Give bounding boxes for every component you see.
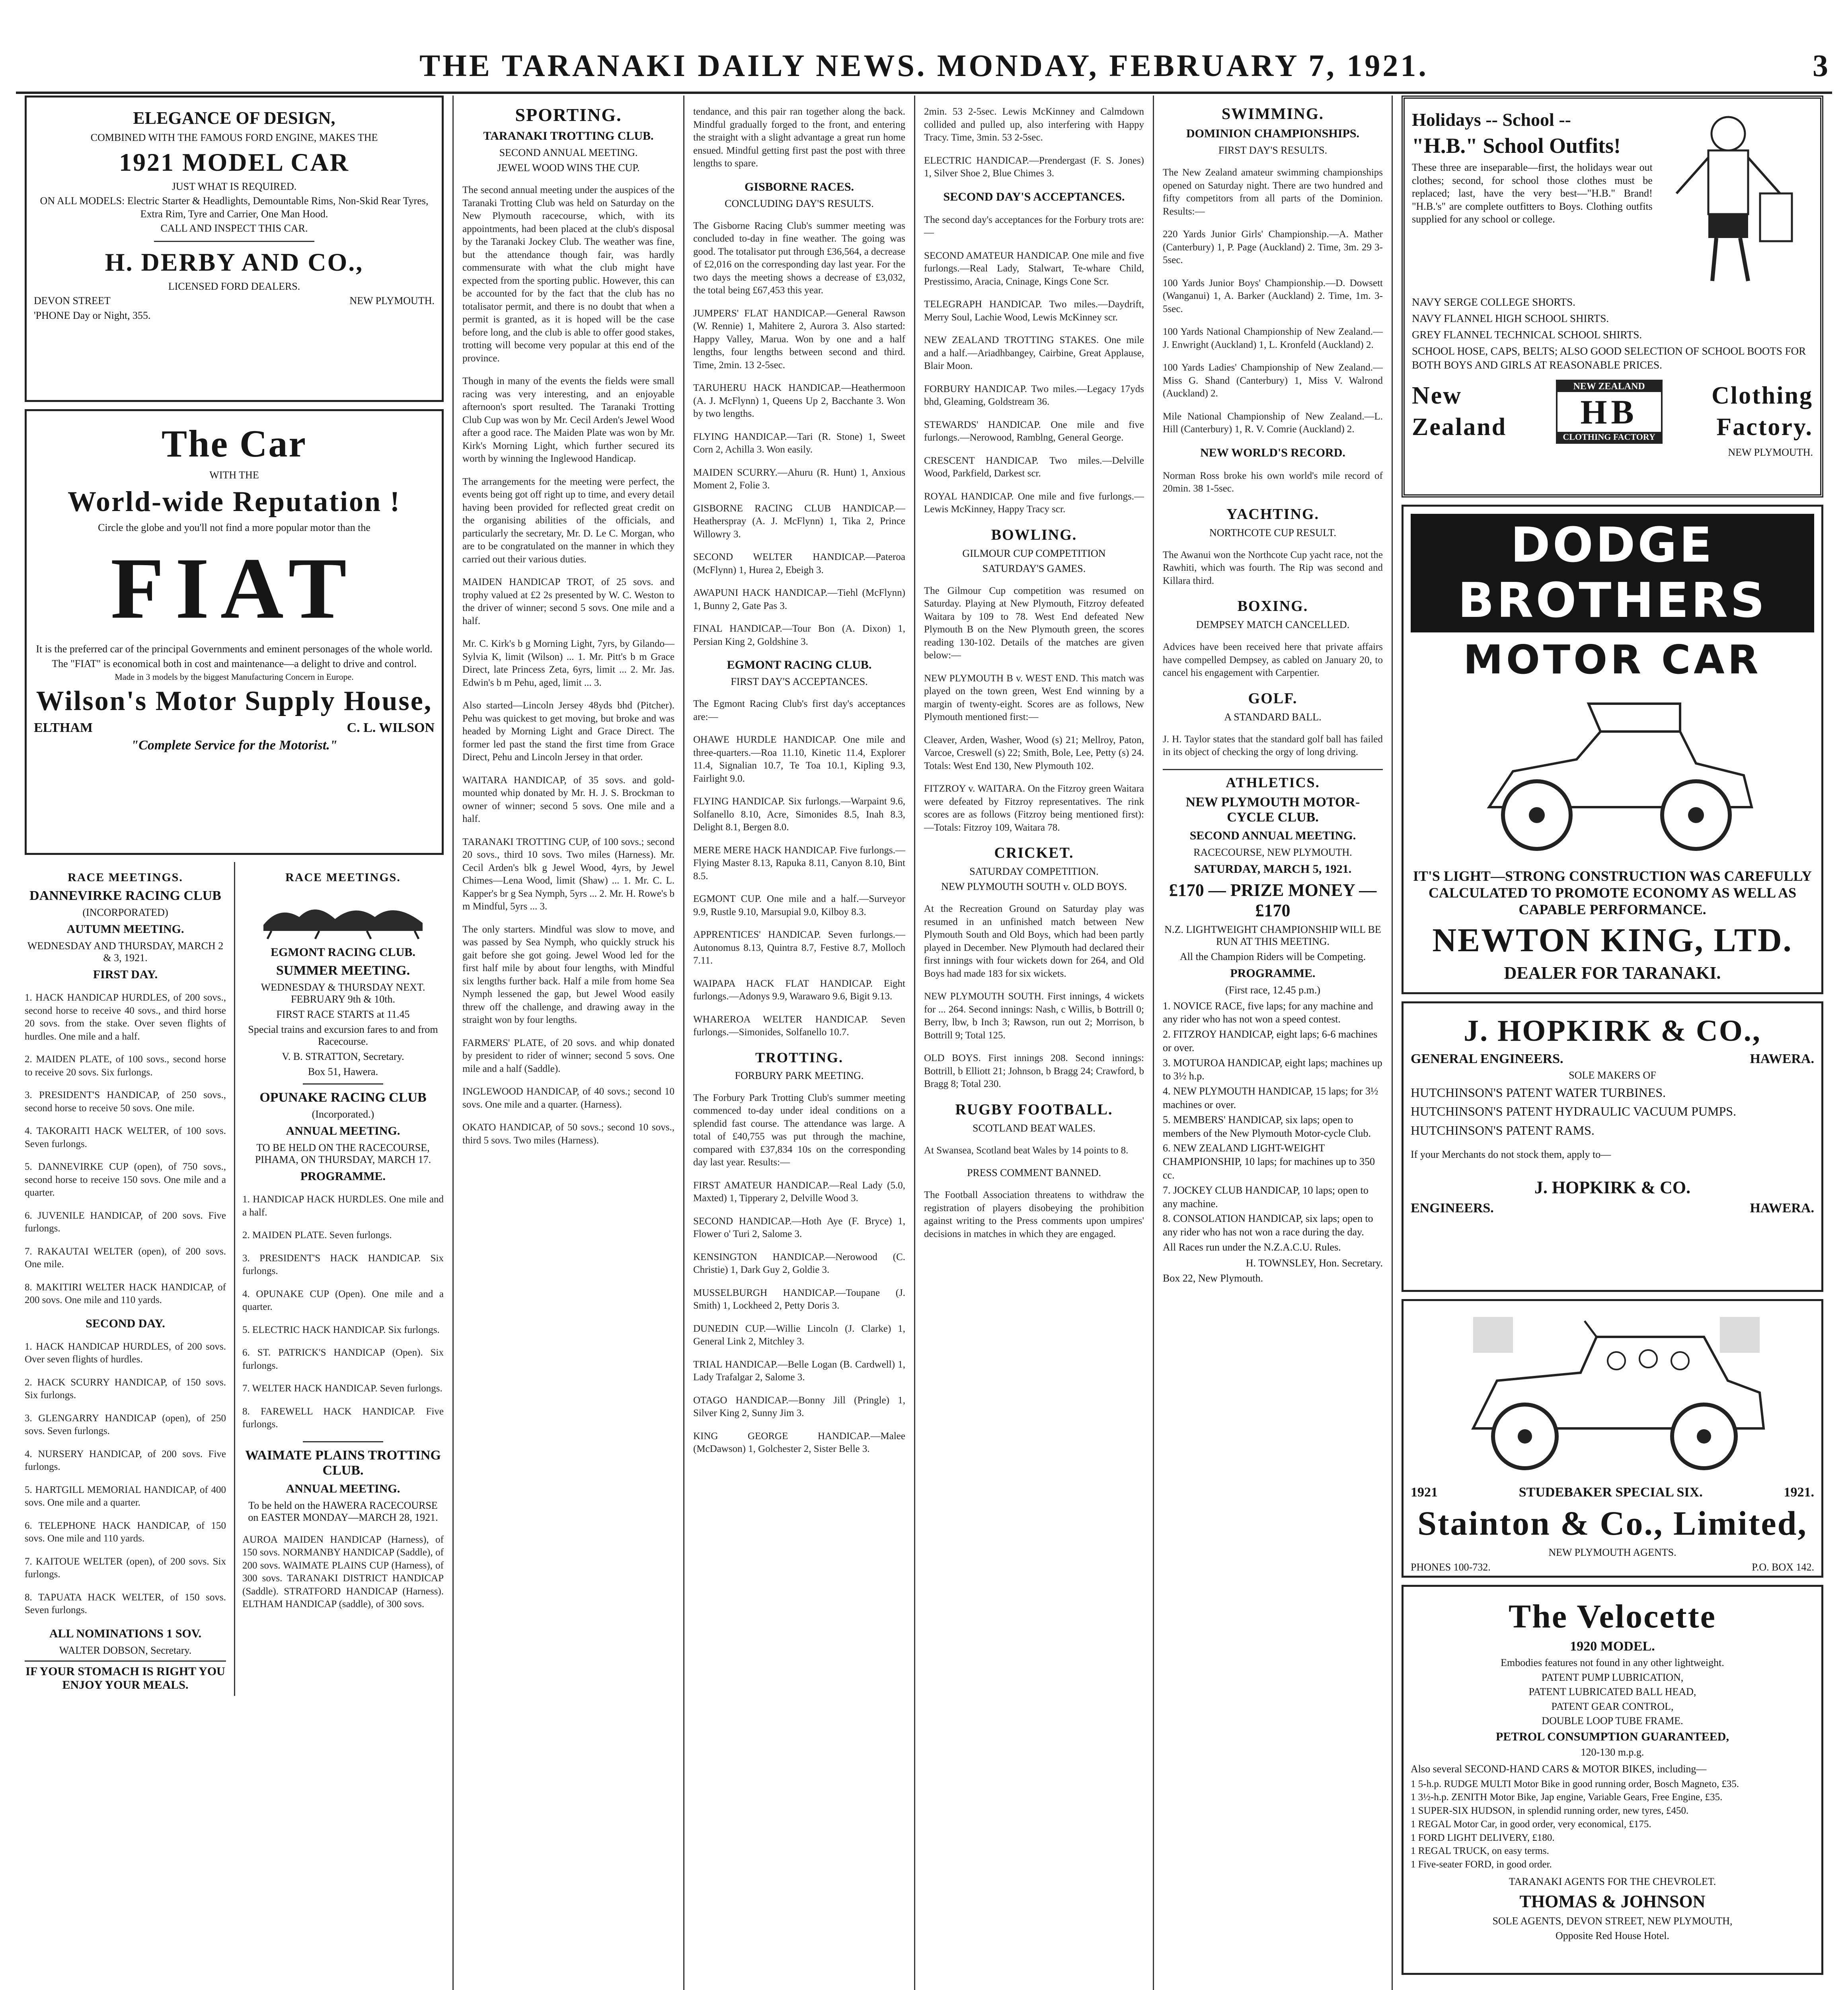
velocette-feature: PATENT GEAR CONTROL, (1551, 1700, 1674, 1712)
dannevirke-club: DANNEVIRKE RACING CLUB (29, 888, 221, 903)
fiat-ad-town: ELTHAM (34, 720, 93, 736)
velocette-feature: PATENT LUBRICATED BALL HEAD, (1528, 1686, 1696, 1697)
velocette-stock-item: 1 FORD LIGHT DELIVERY, £180. (1411, 1832, 1555, 1843)
filler-text: The New Zealand amateur swimming championships opened on Saturday night. There are two hundred and fifty competitors from all parts of the Dominion. Results:— 220 Yards Junior Girls' Championship.—A. Mather (Canterbury) 1, P. Page (Auckland) 2. Time, 3m. 29 3-5sec. 100 Yards Junior Boys' Championship.—D. Dowsett (Wanganui) 1, A. Barker (Auckland) 2. Time, 1m. 3-5sec. 100 Yards National Championship of New Zealand.—J. Enwright (Auckland) 1, L. Kronfeld (Auckland) 2. 100 Yards Ladies' Championship of New Zealand.—Miss G. Shand (Canterbury) 1, Miss V. Walrond (Auckland) 2. Mile National Championship of New Zealand.—L. Hill (Canterbury) 1, R. V. Comrie (Auckland) 2. (1163, 167, 1383, 435)
summer-dates: WEDNESDAY & THURSDAY NEXT. FEBRUARY 9th & 10th. (261, 981, 425, 1005)
special-trains: Special trains and excursion fares to and from Racecourse. (248, 1024, 438, 1047)
filler-text: At the Recreation Ground on Saturday play was resumed in an unfinished match between New Plymouth South and Old Boys, which had been partly played in December. New Plymouth had declared their first innings with four wickets down for 264, and Old Boys had made 183 for six wickets. NEW PLYMOUTH SOUTH. First innings, 4 wickets for ... 264. Second innings: Nash, c Willis, b Bottrill 0; Berry, lbw, b Inch 3; Rawson, run out 2; Morrison, b Bottrill 9; Total 125. OLD BOYS. First innings 208. Second innings: Bottrill, b Elliott 21; Johnson, b Bragg 24; Crawford, b Bragg 8; Total 230. (924, 903, 1144, 1089)
hopkirk-sign-town: HAWERA. (1750, 1200, 1814, 1215)
fiat-ad-house: Wilson's Motor Supply House, (36, 686, 433, 717)
opunake-meeting: ANNUAL MEETING. (286, 1124, 400, 1137)
dominion-championships: DOMINION CHAMPIONSHIPS. (1186, 127, 1359, 140)
column-1 (16, 96, 454, 1990)
filler-text: At Swansea, Scotland beat Wales by 14 points to 8. (924, 1145, 1129, 1156)
filler-text: 1. HANDICAP HACK HURDLES. One mile and a half. 2. MAIDEN PLATE. Seven furlongs. 3. PRESIDENT'S HACK HANDICAP. Six furlongs. 4. OPUNAKE CUP (Open). One mile and a quarter. 5. ELECTRIC HACK HANDICAP. Six furlongs. 6. ST. PATRICK'S HANDICAP (Open). Six furlongs. 7. WELTER HACK HANDICAP. Seven furlongs. 8. FAREWELL HACK HANDICAP. Five furlongs. (242, 1194, 444, 1430)
ford-ad-headline: ELEGANCE OF DESIGN, (133, 108, 335, 128)
summer-meeting: SUMMER MEETING. (276, 963, 410, 978)
dannevirke-meeting: AUTUMN MEETING. (66, 923, 184, 936)
race-meetings-column-2 (234, 862, 444, 1696)
race-meetings-heading: RACE MEETINGS. (68, 871, 183, 884)
column-swimming (1154, 96, 1393, 1990)
studebaker-phones: PHONES 100-732. (1411, 1561, 1491, 1573)
mc-race: 1. NOVICE RACE, five laps; for any machine and any rider who has not won a speed contest. (1163, 1000, 1373, 1025)
mc-box: Box 22, New Plymouth. (1163, 1272, 1263, 1284)
ford-ad-line: JUST WHAT IS REQUIRED. (172, 180, 297, 192)
egmont-acceptances-sub: FIRST DAY'S ACCEPTANCES. (731, 676, 868, 687)
saturday-games: SATURDAY'S GAMES. (982, 562, 1086, 574)
opunake-programme: PROGRAMME. (300, 1170, 386, 1183)
yachting-heading: YACHTING. (1226, 505, 1320, 523)
filler-text: 1. HACK HANDICAP HURDLES, of 200 sovs., second horse to receive 40 sovs., and third horse 20 sovs. from the stake. Over seven flights of hurdles. One mile and a half. 2. MAIDEN PLATE, of 100 sovs., second horse to receive 20 sovs. Six furlongs. 3. PRESIDENT'S HANDICAP, of 250 sovs., second horse to receive 50 sovs. One mile. 4. TAKORAITI HACK WELTER, of 100 sovs. Seven furlongs. 5. DANNEVIRKE CUP (open), of 750 sovs., second horse to receive 150 sovs. One mile and a quarter. 6. JUVENILE HANDICAP, of 200 sovs. Five furlongs. 7. RAKAUTAI WELTER (open), of 200 sovs. One mile. 8. MAKITIRI WELTER HACK HANDICAP, of 200 sovs. One mile and 110 yards. (25, 992, 226, 1305)
second-day-acceptances: SECOND DAY'S ACCEPTANCES. (943, 190, 1125, 203)
velocette-dealer-sub: SOLE AGENTS, DEVON STREET, NEW PLYMOUTH, (1492, 1915, 1733, 1927)
gisborne-heading: GISBORNE RACES. (744, 180, 854, 193)
prize-money: £170 — PRIZE MONEY — £170 (1169, 880, 1377, 920)
dannevirke-secretary: WALTER DOBSON, Secretary. (59, 1644, 192, 1656)
studebaker-box: P.O. BOX 142. (1752, 1561, 1814, 1573)
forbury-heading: FORBURY PARK MEETING. (735, 1069, 864, 1081)
velocette-stock-item: 1 REGAL TRUCK, on easy terms. (1411, 1846, 1549, 1857)
stomach-ad-heading: IF YOUR STOMACH IS RIGHT YOU ENJOY YOUR MEALS. (25, 1660, 226, 1692)
hopkirk-ad (1402, 1001, 1823, 1292)
athletics-heading: ATHLETICS. (1163, 769, 1383, 791)
new-world-record: NEW WORLD'S RECORD. (1200, 446, 1345, 459)
dodge-brand: DODGE BROTHERS (1411, 514, 1814, 632)
hb-logo-top: NEW ZEALAND (1558, 381, 1661, 392)
dodge-dealer: NEWTON KING, LTD. (1432, 922, 1793, 959)
ford-ad-phone: 'PHONE Day or Night, 355. (34, 309, 151, 321)
dannevirke-inc: (INCORPORATED) (82, 907, 168, 918)
velocette-ad (1402, 1585, 1823, 1975)
studebaker-year-left: 1921 (1411, 1485, 1438, 1500)
masthead (16, 44, 1832, 94)
column-sporting (454, 96, 684, 1990)
lightweight-championship: N.Z. LIGHTWEIGHT CHAMPIONSHIP WILL BE RUN AT THIS MEETING. (1164, 923, 1381, 947)
hb-item-list (1412, 295, 1813, 372)
mc-place: RACECOURSE, NEW PLYMOUTH. (1193, 846, 1352, 858)
ford-ad (25, 96, 444, 402)
hb-left-word-2: Zealand (1412, 414, 1507, 441)
dodge-dealer-sub: DEALER FOR TARANAKI. (1504, 963, 1721, 983)
dodge-tagline: IT'S LIGHT—STRONG CONSTRUCTION WAS CAREFULLY CALCULATED TO PROMOTE ECONOMY AS WELL AS CAPABLE PERFORMANCE. (1413, 868, 1812, 917)
ford-ad-features: ON ALL MODELS: Electric Starter & Headlights, Demountable Rims, Non-Skid Rear Tyres, Extra Rim, Tyre and Carrier, One Man Hood. (40, 195, 429, 220)
mc-race: 2. FITZROY HANDICAP, eight laps; 6-6 machines or over. (1163, 1028, 1378, 1054)
sporting-sub: JEWEL WOOD WINS THE CUP. (497, 162, 640, 174)
boxing-heading: BOXING. (1237, 598, 1308, 615)
hb-item: SCHOOL HOSE, CAPS, BELTS; ALSO GOOD SELECTION OF SCHOOL BOOTS FOR BOTH BOYS AND GIRLS AT REASONABLE PRICES. (1412, 345, 1806, 371)
cricket-heading: CRICKET. (994, 845, 1074, 861)
velocette-stock-item: 1 SUPER-SIX HUDSON, in splendid running order, new tyres, £450. (1411, 1805, 1689, 1816)
dannevirke-first-day: FIRST DAY. (93, 968, 158, 981)
filler-text: The second day's acceptances for the Forbury trots are:— SECOND AMATEUR HANDICAP. One mile and five furlongs.—Real Lady, Stalwart, Te-whare Child, Prestissimo, Aracia, Cninage, Kings Cone Scr. TELEGRAPH HANDICAP. Two miles.—Daydrift, Merry Soul, Lachie Wood, Lewis McKinney scr. NEW ZEALAND TROTTING STAKES. One mile and a half.—Ariadhbangey, Cairbine, Great Applause, Blair Moon. FORBURY HANDICAP. Two miles.—Legacy 17yds bhd, Gleaming, Goldstream 36. STEWARDS' HANDICAP. One mile and five furlongs.—Nerowood, Ramblng, General George. CRESCENT HANDICAP. Two miles.—Delville Wood, Parkfield, Darkest scr. ROYAL HANDICAP. One mile and five furlongs.—Lewis McKinney, Happy Tracy scr. (924, 214, 1144, 515)
page-number: 3 (1813, 48, 1828, 83)
dannevirke-column (25, 862, 226, 1696)
filler-text: Advices have been received here that private affairs have compelled Dempsey, as cabled on January 20, to cancel his engagement with Carpentier. (1163, 642, 1383, 678)
dannevirke-nominations: ALL NOMINATIONS 1 SOV. (49, 1627, 202, 1640)
hb-text: These three are inseparable—first, the holidays wear out clothes; second, for school those clothes must be replaced; last, have the very best—"H.B." Brand! "H.B.'s" are complete outfitters to Boys. Clothing outfits supplied for any school or college. (1412, 162, 1653, 225)
hopkirk-sign: J. HOPKIRK & CO. (1534, 1177, 1691, 1197)
filler-text: The Egmont Racing Club's first day's acceptances are:— OHAWE HURDLE HANDICAP. One mile and three-quarters.—Roa 11.10, Kinetic 11.4, Explorer 11.4, Signalian 10.7, Te Toa 10.1, Kipling 9.3, Fairlight 9.0. FLYING HANDICAP. Six furlongs.—Warpaint 9.6, Solfanello 8.10, Acre, Simonides 8.5, Inah 8.3, Delight 8.1, Bergen 8.0. MERE MERE HACK HANDICAP. Five furlongs.—Flying Master 8.13, Rapuka 8.11, Canyon 8.10, Bint 8.5. EGMONT CUP. One mile and a half.—Surveyor 9.9, Rustle 9.10, Marsupial 9.0, Kilboy 8.3. APPRENTICES' HANDICAP. Seven furlongs.—Autonomus 8.13, Quintra 8.7, Festive 8.7, Molloch 7.11. WAIPAPA HACK FLAT HANDICAP. Eight furlongs.—Adonys 9.9, Warawaro 9.6, Bigit 9.13. WHAREROA WELTER HANDICAP. Seven furlongs.—Simonides, Solfanello 10.7. (693, 698, 905, 1038)
velocette-model: 1920 MODEL. (1570, 1639, 1655, 1654)
first-race: FIRST RACE STARTS at 11.45 (276, 1009, 410, 1020)
hopkirk-item: HUTCHINSON'S PATENT WATER TURBINES. (1411, 1085, 1666, 1100)
ford-ad-dealer: H. DERBY AND CO., (105, 248, 364, 276)
dannevirke-dates: WEDNESDAY AND THURSDAY, MARCH 2 & 3, 1921. (27, 940, 224, 964)
ford-ad-line: COMBINED WITH THE FAMOUS FORD ENGINE, MAKES THE (90, 132, 378, 143)
hb-town: NEW PLYMOUTH. (1728, 447, 1813, 458)
ford-ad-model: 1921 MODEL CAR (119, 148, 349, 176)
first-days-results: FIRST DAY'S RESULTS. (1218, 144, 1328, 156)
hb-ad (1402, 96, 1823, 498)
mc-date: SATURDAY, MARCH 5, 1921. (1194, 862, 1352, 876)
mc-meeting: SECOND ANNUAL MEETING. (1189, 829, 1356, 842)
hopkirk-makers: SOLE MAKERS OF (1569, 1069, 1656, 1081)
np-south-old-boys: NEW PLYMOUTH SOUTH v. OLD BOYS. (941, 881, 1127, 892)
hb-right-word-1: Clothing (1712, 382, 1813, 410)
filler-text: The Football Association threatens to withdraw the registration of players disobeying the prohibition against writing to the Press comments upon umpires' decisions in matches in which they are engaged. (924, 1190, 1144, 1239)
hopkirk-item: HUTCHINSON'S PATENT HYDRAULIC VACUUM PUMPS. (1411, 1104, 1737, 1119)
filler-text: 2min. 53 2-5sec. Lewis McKinney and Calmdown collided and pulled up, also interfering with Happy Tracy. Time, 3min. 53 2-5sec. ELECTRIC HANDICAP.—Prendergast (F. S. Jones) 1, Silver Shoe 2, Blue Chimes 3. (924, 106, 1144, 179)
champion-riders: All the Champion Riders will be Competing. (1179, 950, 1366, 962)
sporting-heading: SPORTING. (515, 105, 622, 125)
fiat-ad-line: Made in 3 models by the biggest Manufacturing Concern in Europe. (115, 672, 354, 682)
press-comment-banned: PRESS COMMENT BANNED. (967, 1167, 1101, 1178)
ford-ad-town: NEW PLYMOUTH. (349, 295, 435, 306)
fiat-ad (25, 409, 444, 855)
newspaper-title: THE TARANAKI DAILY NEWS. MONDAY, FEBRUARY 7, 1921. (419, 48, 1429, 83)
sporting-sub: TARANAKI TROTTING CLUB. (483, 129, 654, 142)
fiat-ad-reputation: World-wide Reputation ! (67, 485, 401, 517)
velocette-stock-item: 1 Five-seater FORD, in good order. (1411, 1859, 1552, 1870)
scotland-beat-wales: SCOTLAND BEAT WALES. (973, 1122, 1096, 1134)
mc-race: 8. CONSOLATION HANDICAP, six laps; open to any rider who has not won a race during the day. (1163, 1213, 1373, 1238)
filler-text: The Gilmour Cup competition was resumed on Saturday. Playing at New Plymouth, Fitzroy defeated Waitara by 109 to 78. West End defeated New Plymouth B on the New Plymouth green, the scores reading 130-102. Details of the matches are given below:— NEW PLYMOUTH B v. WEST END. This match was played on the town green, West End winning by a margin of twenty-eight. Scores are as follows, New Plymouth mentioned first:— Cleaver, Arden, Washer, Wood (s) 21; Mellroy, Paton, Varcoe, Creswell (s) 22; Smith, Bole, Lee, Petty (s) 24. Totals: West End 130, New Plymouth 102. FITZROY v. WAITARA. On the Fitzroy green Waitara were defeated by Fitzroy representatives. The rink scores are as follows (Fitzroy being mentioned first):—Totals: Fitzroy 109, Waitara 78. (924, 585, 1144, 833)
velocette-consumption: 120-130 m.p.g. (1581, 1746, 1644, 1758)
stratton: V. B. STRATTON, Secretary. (282, 1051, 404, 1062)
dannevirke-second-day: SECOND DAY. (86, 1317, 165, 1330)
fiat-ad-headline: The Car (162, 422, 307, 465)
mc-race: 5. MEMBERS' HANDICAP, six laps; open to members of the New Plymouth Motor-cycle Club. (1163, 1114, 1371, 1139)
hopkirk-town: HAWERA. (1750, 1052, 1814, 1066)
fiat-ad-line: Circle the globe and you'll not find a more popular motor than the (98, 521, 370, 533)
hopkirk-note: If your Merchants do not stock them, apply to— (1411, 1149, 1611, 1161)
filler-text: Norman Ross broke his own world's mile record of 20min. 38 1-5sec. (1163, 470, 1383, 494)
ford-ad-line: CALL AND INSPECT THIS CAR. (160, 222, 308, 234)
filler-text: The Awanui won the Northcote Cup yacht race, not the Rawhiti, which was fourth. The Rip was second and Killara third. (1163, 549, 1383, 586)
fiat-logo: FIAT (110, 540, 358, 637)
filler-text: J. H. Taylor states that the standard golf ball has failed in its object of checking the orgy of long driving. (1163, 734, 1383, 757)
hb-title-1: Holidays -- School -- (1412, 109, 1571, 130)
hb-title-2: "H.B." School Outfits! (1412, 134, 1621, 158)
fiat-ad-line: It is the preferred car of the principal Governments and eminent personages of the whole world. (36, 643, 433, 655)
fiat-ad-owner: C. L. WILSON (347, 720, 435, 736)
velocette-stock-item: 1 3½-h.p. ZENITH Motor Bike, Jap engine, Variable Gears, Free Engine, £35. (1411, 1792, 1723, 1803)
dempsey-cancelled: DEMPSEY MATCH CANCELLED. (1196, 619, 1350, 630)
bowling-heading: BOWLING. (991, 526, 1077, 543)
studebaker-ad (1402, 1299, 1823, 1578)
mc-first-race: (First race, 12.45 p.m.) (1225, 984, 1320, 996)
filler-text: The Forbury Park Trotting Club's summer meeting commenced to-day under ideal conditions on a splendid fast course. The attendance was large. A total of £40,755 was put through the machine, compared with £37,834 10s on the corresponding day last year. Results:— FIRST AMATEUR HANDICAP.—Real Lady (5.0, Maxted) 1, Tipperary 2, Delville Wood 3. SECOND HANDICAP.—Hoth Aye (F. Bryce) 1, Flower o' Turi 2, Salome 3. KENSINGTON HANDICAP.—Nerowood (C. Christie) 1, Dark Guy 2, Goldie 3. MUSSELBURGH HANDICAP.—Toupane (J. Smith) 1, Lockheed 2, Petty Doris 3. DUNEDIN CUP.—Willie Lincoln (J. Clarke) 1, General Link 2, Mitchley 3. TRIAL HANDICAP.—Belle Logan (B. Cardwell) 1, Lady Trafalgar 2, Salome 3. OTAGO HANDICAP.—Bonny Jill (Pringle) 1, Silver King 2, Sunny Jim 3. KING GEORGE HANDICAP.—Malee (McDawson) 1, Golchester 2, Sister Belle 3. (693, 1092, 905, 1454)
golf-heading: GOLF. (1248, 690, 1298, 707)
mc-race: All Races run under the N.Z.A.C.U. Rules. (1163, 1241, 1341, 1253)
velocette-line: Embodies features not found in any other lightweight. (1501, 1657, 1724, 1668)
schoolboy-illustration (1653, 106, 1804, 293)
stratton-box: Box 51, Hawera. (308, 1066, 378, 1077)
velocette-brand: The Velocette (1509, 1598, 1716, 1635)
hb-logo-mid: HB (1580, 392, 1638, 431)
saturday-competition: SATURDAY COMPETITION. (969, 866, 1099, 877)
dodge-ad (1402, 505, 1823, 994)
hopkirk-name: J. HOPKIRK & CO., (1464, 1014, 1761, 1048)
studebaker-model: STUDEBAKER SPECIAL SIX. (1519, 1485, 1703, 1500)
hb-item: GREY FLANNEL TECHNICAL SCHOOL SHIRTS. (1412, 329, 1642, 341)
velocette-agents: TARANAKI AGENTS FOR THE CHEVROLET. (1509, 1875, 1716, 1887)
gilmour-cup: GILMOUR CUP COMPETITION (962, 547, 1106, 559)
hb-logo-bot: CLOTHING FACTORY (1558, 432, 1661, 442)
studebaker-agents: NEW PLYMOUTH AGENTS. (1548, 1547, 1676, 1558)
fiat-ad-slogan: "Complete Service for the Motorist." (131, 738, 337, 753)
northcote-cup: NORTHCOTE CUP RESULT. (1209, 527, 1336, 538)
waimate-meeting: ANNUAL MEETING. (286, 1482, 400, 1495)
egmont-club: EGMONT RACING CLUB. (271, 946, 415, 959)
velocette-stock-item: 1 REGAL Motor Car, in good order, very economical, £175. (1411, 1818, 1651, 1830)
velocette-dealer: THOMAS & JOHNSON (1519, 1892, 1706, 1912)
dodge-motor-car: MOTOR CAR (1463, 636, 1762, 683)
studebaker-year-right: 1921. (1784, 1485, 1814, 1500)
racehorses-illustration (255, 889, 431, 941)
filler-text: The second annual meeting under the auspices of the Taranaki Trotting Club was held on Saturday on the New Plymouth racecourse, which, with its appointments, had been placed at the club's disposal by the Taranaki Jockey Club. The weather was fine, but the attendance though fair, was hardly commensurate with what the club might have expected from the sporting public. However, this can be accounted for by the fact that the club has no totalisator permit, and there is no doubt that when a permit is granted, as it is hoped will be the case before long, and the club is able to offer good stakes, trotting will become very popular at this end of the province. Though in many of the events the fields were small racing was very interesting, and an enjoyable afternoon's sport resulted. The Taranaki Trotting Club Cup was won by Mr. Cecil Arden's Jewel Wood after a good race. The Maiden Plate was won by Mr. Kirk's Morning Light, which further secured its worth by winning the Inglewood Handicap. The arrangements for the meeting were perfect, the events being got off right up to time, and every detail having been provided for reflected great credit on the organising abilities of the officials, and particularly the secretary, Mr. D. Le C. Morgan, who are to be congratulated on the manner in which they carried out their various duties. MAIDEN HANDICAP TROT, of 25 sovs. and trophy valued at £2 2s presented by W. C. Weston to the driver of winner; second 5 sovs. One mile and a half. Mr. C. Kirk's b g Morning Light, 7yrs, by Gilando—Sylvia K, limit (Wilson) ... 1. Mr. Pitt's b m Grace Direct, late Princess Zeta, 6yrs, limit ... 2. Mr. Jas. Edwin's b m Pehu, aged, limit ... 3. Also started—Lincoln Jersey 48yds bhd (Pitcher). Pehu was quickest to get moving, but broke and was headed by Morning Light and Grace Direct. The former led past the stand the first time from Grace Direct, Pehu and Lincoln Jersey in that order. WAITARA HANDICAP, of 35 sovs. and gold-mounted whip donated by Mr. H. J. S. Brockman to owner of winner; second 5 sovs. One mile and a half. TARANAKI TROTTING CUP, of 100 sovs.; second 20 sovs., third 10 sovs. Two miles (Harness). Mr. Cecil Arden's blk g Jewel Wood, 4yrs, by Jewel Chimes—Lena Wood, limit (Shaw) ... 1. Mr. C. L. Kapper's br g Sea Nymph, 5yrs ... 2. Mr. H. Rowe's b m Mindful, 5yrs ... 3. The only starters. Mindful was slow to move, and was passed by Sea Nymph, who quickly struck his gait before she got going. Jewel Wood led for the first half mile by about four lengths, with Mindful six lengths further back. Half a mile from home Sea Nymph lessened the gap, but Jewel Wood easily threw off the challenge, and drawing away in the straight won by four lengths. FARMERS' PLATE, of 20 sovs. and whip donated by president to rider of winner; second 5 sovs. One mile and a half (Saddle). INGLEWOOD HANDICAP, of 40 sovs.; second 10 sovs. One mile and a quarter. (Harness). OKATO HANDICAP, of 50 sovs.; second 10 sovs., third 5 sovs. Two miles (Harness). (462, 185, 674, 1146)
column-ads-right (1393, 96, 1832, 1990)
gisborne-sub: CONCLUDING DAY'S RESULTS. (725, 197, 874, 209)
velocette-opposite: Opposite Red House Hotel. (1556, 1930, 1669, 1941)
rugby-heading: RUGBY FOOTBALL. (955, 1101, 1113, 1118)
filler-text: AUROA MAIDEN HANDICAP (Harness), of 150 sovs. NORMANBY HANDICAP (Saddle), of 200 sovs. WAIMATE PLAINS CUP (Harness), of 300 sovs. TARANAKI DISTRICT HANDICAP (Saddle). STRATFORD HANDICAP (Harness). ELTHAM HANDICAP (saddle), of 300 sovs. (242, 1534, 444, 1610)
race-meetings-heading: RACE MEETINGS. (285, 871, 401, 884)
hopkirk-sub: GENERAL ENGINEERS. (1411, 1052, 1563, 1066)
column-gisborne (684, 96, 915, 1990)
dodge-car-illustration (1457, 688, 1768, 863)
motorcycle-club: NEW PLYMOUTH MOTOR-CYCLE CLUB. (1185, 794, 1360, 825)
mc-race-list (1163, 999, 1383, 1254)
velocette-feature: DOUBLE LOOP TUBE FRAME. (1542, 1715, 1683, 1727)
mc-race: 4. NEW PLYMOUTH HANDICAP, 15 laps; for 3½ machines or over. (1163, 1085, 1378, 1111)
opunake-inc: (Incorporated.) (312, 1108, 374, 1120)
hopkirk-item: HUTCHINSON'S PATENT RAMS. (1411, 1123, 1595, 1137)
egmont-acceptances-heading: EGMONT RACING CLUB. (727, 658, 872, 671)
hb-item: NAVY FLANNEL HIGH SCHOOL SHIRTS. (1412, 312, 1609, 325)
velocette-feature: PETROL CONSUMPTION GUARANTEED, (1496, 1730, 1729, 1743)
mc-race: 3. MOTUROA HANDICAP, eight laps; machines up to 3½ h.p. (1163, 1057, 1382, 1082)
hb-left-word-1: New (1412, 382, 1462, 410)
velocette-stock-head: Also several SECOND-HAND CARS & MOTOR BIKES, including— (1411, 1763, 1707, 1775)
swimming-heading: SWIMMING. (1222, 105, 1324, 123)
trotting-heading: TROTTING. (755, 1049, 844, 1065)
sporting-sub: SECOND ANNUAL MEETING. (499, 147, 638, 158)
hb-logo (1556, 380, 1663, 444)
ford-ad-dealer-sub: LICENSED FORD DEALERS. (168, 280, 300, 292)
studebaker-dealer: Stainton & Co., Limited, (1417, 1504, 1807, 1542)
hb-right-word-2: Factory. (1716, 414, 1813, 441)
fiat-ad-line: The "FIAT" is economical both in cost and maintenance—a delight to drive and control. (52, 657, 417, 669)
velocette-stock-item: 1 5-h.p. RUDGE MULTI Motor Bike in good running order, Bosch Magneto, £35. (1411, 1778, 1739, 1789)
ford-ad-street: DEVON STREET (34, 295, 111, 306)
hopkirk-sign-sub: ENGINEERS. (1411, 1200, 1494, 1215)
waimate-club: WAIMATE PLAINS TROTTING CLUB. (245, 1448, 441, 1478)
waimate-held: To be held on the HAWERA RACECOURSE on EASTER MONDAY—MARCH 28, 1921. (248, 1499, 438, 1523)
mc-race: 7. JOCKEY CLUB HANDICAP, 10 laps; open to any machine. (1163, 1184, 1368, 1210)
column-bowling-cricket (915, 96, 1154, 1990)
mc-programme: PROGRAMME. (1230, 966, 1316, 980)
mc-race: 6. NEW ZEALAND LIGHT-WEIGHT CHAMPIONSHIP, 10 laps; for machines up to 350 cc. (1163, 1142, 1375, 1181)
filler-text: The Gisborne Racing Club's summer meeting was concluded to-day in fine weather. The going was good. The totalisator put through £36,564, a decrease of £2,016 on the corresponding day last year. For the two days the meeting shows a decrease of £3,032, the total being £67,453 this year. JUMPERS' FLAT HANDICAP.—General Rawson (W. Rennie) 1, Mahitere 2, Aurora 3. Also started: Happy Valley, Marua. Won by one and a half lengths, four lengths between second and third. Time, 2min. 13 2-5sec. TARUHERU HACK HANDICAP.—Heathermoon (A. J. McFlynn) 1, Queens Up 2, Bacchante 3. Won by two lengths. FLYING HANDICAP.—Tari (R. Stone) 1, Sweet Corn 2, Achilla 3. Won easily. MAIDEN SCURRY.—Ahuru (R. Hunt) 1, Anxious Moment 2, Folie 3. GISBORNE RACING CLUB HANDICAP.—Heatherspray (A. J. McFlynn) 1, Tika 2, Prince Willowry 3. SECOND WELTER HANDICAP.—Pateroa (McFlynn) 1, Hurea 2, Ebeigh 3. AWAPUNI HACK HANDICAP.—Tiehl (McFlynn) 1, Bunny 2, Gate Pas 3. FINAL HANDICAP.—Tour Bon (A. Dixon) 1, Persian King 2, Goldshine 3. (693, 220, 905, 647)
hb-item: NAVY SERGE COLLEGE SHORTS. (1412, 296, 1575, 308)
opunake-club: OPUNAKE RACING CLUB (259, 1090, 427, 1105)
fiat-ad-line: WITH THE (209, 469, 259, 481)
filler-text: tendance, and this pair ran together along the back. Mindful gradually forged to the front, and entering the straight with a slight advantage a great run home ensued. Mindful getting first past the post with three lengths to spare. (693, 106, 905, 169)
opunake-held: TO BE HELD ON THE RACECOURSE, PIHAMA, ON THURSDAY, MARCH 17. (255, 1142, 431, 1165)
filler-text: 1. HACK HANDICAP HURDLES, of 200 sovs. Over seven flights of hurdles. 2. HACK SCURRY HANDICAP, of 150 sovs. Six furlongs. 3. GLENGARRY HANDICAP (open), of 250 sovs. Seven furlongs. 4. NURSERY HANDICAP, of 200 sovs. Five furlongs. 5. HARTGILL MEMORIAL HANDICAP, of 400 sovs. One mile and a quarter. 6. TELEPHONE HACK HANDICAP, of 150 sovs. One mile and 110 yards. 7. KAITOUE WELTER (open), of 200 sovs. Six furlongs. 8. TAPUATA HACK WELTER, of 150 sovs. Seven furlongs. (25, 1341, 226, 1615)
velocette-feature: PATENT PUMP LUBRICATION, (1541, 1671, 1684, 1683)
studebaker-car-illustration (1449, 1313, 1776, 1480)
mc-secretary: H. TOWNSLEY, Hon. Secretary. (1246, 1257, 1383, 1269)
standard-ball: A STANDARD BALL. (1224, 711, 1322, 723)
